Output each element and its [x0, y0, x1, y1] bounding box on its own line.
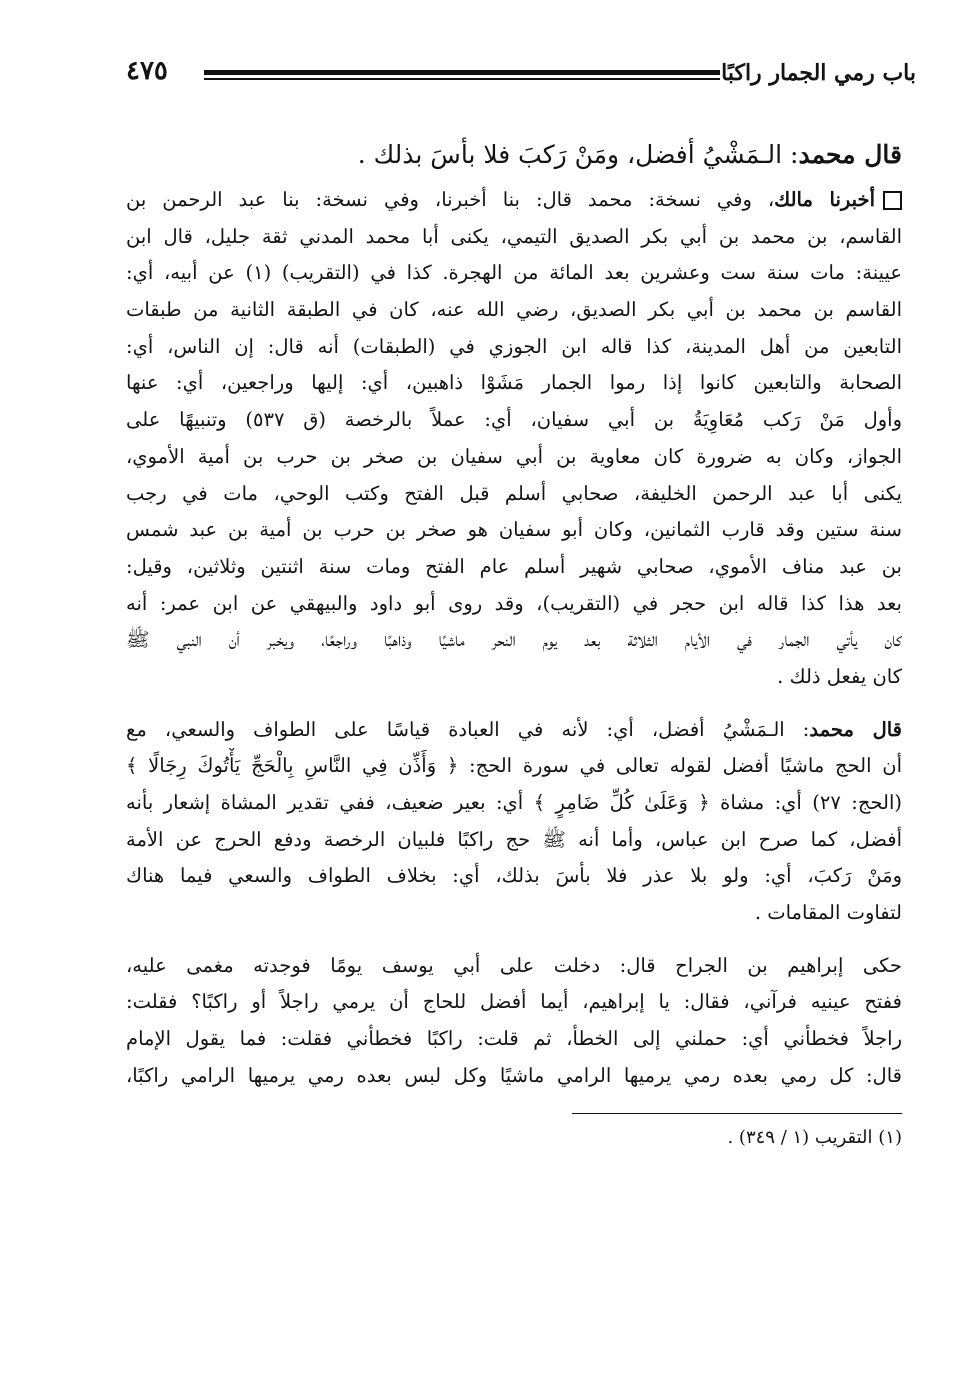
commentary-section-3 [126, 948, 902, 1095]
paragraph-gap [126, 932, 902, 948]
text-line: بن عبد مناف الأموي، صحابي شهير أسلم عام الفتح ومات سنة اثنتين وثلاثين، وقيل: [126, 554, 902, 578]
text-line: راجلاً فخطأني أي: حملني إلى الخطأ، ثم قلت: راكبًا فخطأني فقلت: فما يقول الإمام [126, 1027, 902, 1051]
text-line: القاسم بن محمد بن أبي بكر الصديق، رضي الله عنه، كان في الطبقة الثانية من طبقات [126, 298, 902, 322]
text-line: عيينة: مات سنة ست وعشرين بعد المائة من الهجرة. كذا في (التقريب) (١) عن أبيه، أي: [126, 261, 902, 285]
text-line [126, 712, 902, 749]
text-line: التابعين من أهل المدينة، كذا قاله ابن الجوزي في (الطبقات) أنه قال: إن الناس، أي: [126, 334, 902, 358]
matn-text: : الـمَشْيُ أفضل، ومَنْ رَكبَ فلا بأسَ بذلك . [357, 140, 799, 169]
header-rule-thin [204, 78, 720, 80]
line-text: : الـمَشْيُ أفضل، أي: لأنه في العبادة قياسًا على الطواف والسعي، مع [126, 717, 810, 741]
text-line: أن الحج ماشيًا أفضل لقوله تعالى في سورة الحج: ﴿ وَأَذِّن فِي النَّاسِ بِالْحَجِّ يَأْتُوكَ رِجَالًا ﴾ [126, 754, 902, 778]
page-header [126, 56, 916, 104]
text-line: يكنى أبا عبد الرحمن الخليفة، صحابي أسلم قبل الفتح وكتب الوحي، مات في رجب [126, 481, 902, 505]
commentary-section-1 [126, 182, 902, 696]
text-line: بعد هذا كذا قاله ابن حجر في (التقريب)، وقد روى أبو داود والبيهقي عن ابن عمر: أنه [126, 591, 902, 615]
text-line: الصحابة والتابعين كانوا إذا رموا الجمار مَشَوْا ذاهبين، أي: إليها وراجعين، أي: عنها [126, 371, 902, 395]
text-line: كان يأتي الجمار في الأيام الثلاثة بعد يوم النحر ماشيًا وذاهبًا وراجعًا، ويخبر أن النبي ﷺ [126, 628, 902, 652]
narrator-lead: أخبرنا مالك [774, 188, 875, 211]
line-text: ، وفي نسخة: محمد قال: بنا أخبرنا، وفي نسخة: بنا عبد الرحمن بن [126, 188, 775, 211]
footnote: (١) التقريب (١ / ٣٤٩) . [727, 1126, 902, 1148]
text-line: لتفاوت المقامات . [754, 901, 902, 925]
text-line: (الحج: ٢٧) أي: مشاة ﴿ وَعَلَىٰ كُلِّ ضَامِرٍ ﴾ أي: بعير ضعيف، ففي تقدير المشاة إشعار بأنه [126, 791, 902, 814]
running-title: باب رمي الجمار راكبًا [721, 60, 916, 86]
square-marker-icon [883, 191, 902, 210]
text-line: ومَنْ رَكبَ، أي: ولو بلا عذر فلا بأسَ بذلك، أي: بخلاف الطواف والسعي فيما هناك [126, 864, 902, 888]
page-number: ٤٧٥ [126, 56, 168, 86]
matn-line [126, 134, 902, 176]
text-line: القاسم، بن محمد بن أبي بكر الصديق التيمي، يكنى أبا محمد المدني ثقة جليل، قال ابن [126, 224, 902, 248]
text-line: قال: كل رمي بعده رمي يرميها الرامي ماشيًا وكل لبس بعده رمي يرميها الرامي راكبًا، [126, 1063, 902, 1087]
speaker-lead: قال محمد [809, 717, 902, 741]
matn-speaker: قال محمد [798, 140, 902, 169]
header-rule [204, 70, 720, 75]
text-line: وأول مَنْ رَكب مُعَاوِيَةُ بن أبي سفيان، أي: عملاً بالرخصة (ق ٥٣٧) وتنبيهًا على [126, 408, 902, 432]
footnote-rule [572, 1113, 902, 1114]
page-body [126, 134, 902, 1154]
text-line: حكى إبراهيم بن الجراح قال: دخلت على أبي يوسف يومًا فوجدته مغمى عليه، [126, 953, 902, 977]
commentary-section-2 [126, 712, 902, 932]
paragraph-gap [126, 696, 902, 712]
text-line [126, 182, 902, 219]
text-line: الجواز، وكان به ضرورة كان معاوية بن أبي سفيان بن صخر بن حرب بن أمية الأموي، [126, 444, 902, 468]
text-line: سنة ستين وقد قارب الثمانين، وكان أبو سفيان هو صخر بن حرب بن أمية بن عبد شمس [126, 518, 902, 542]
text-line: أفضل، كما صرح ابن عباس، وأما أنه ﷺ حج راكبًا فلبيان الرخصة ودفع الحرج عن الأمة [126, 827, 902, 851]
text-line: كان يفعل ذلك . [777, 664, 902, 688]
text-line: ففتح عينيه فرآني، فقال: يا إبراهيم، أيما أفضل للحاج أن يرمي راجلاً أو راكبًا؟ فقلت: [126, 990, 902, 1014]
